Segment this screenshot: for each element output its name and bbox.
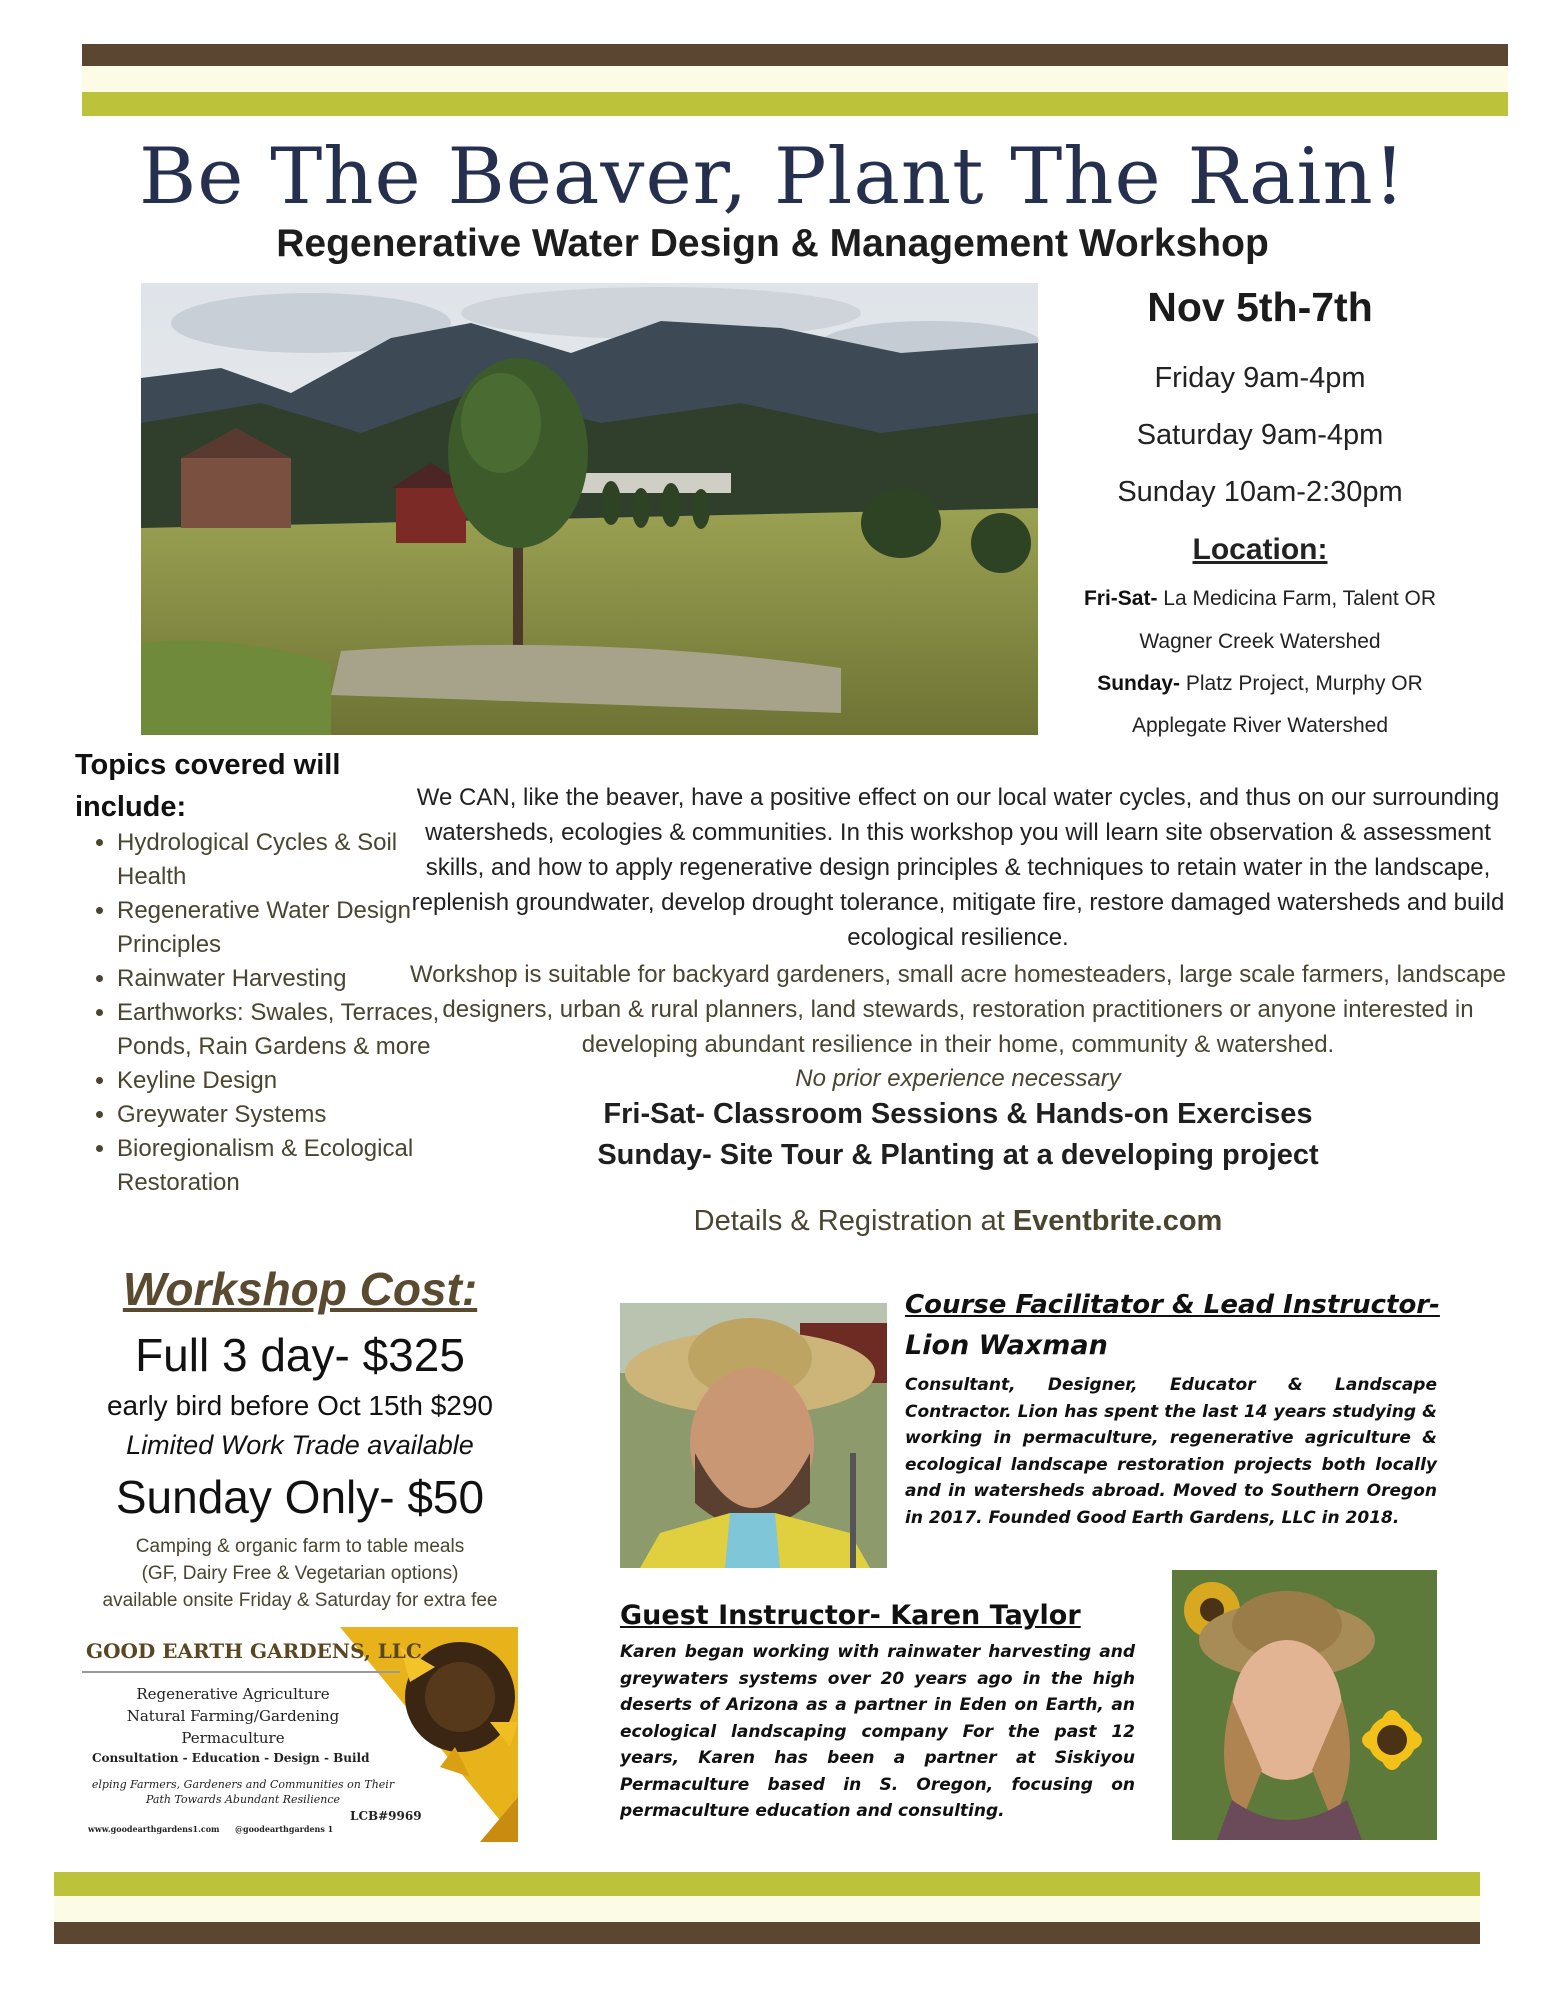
location-sunday (1050, 672, 1470, 696)
guest-instructor-bio: Karen began working with rainwater harvesting and greywaters systems over 20 years ago in the high deserts of Arizona as a partner in Eden on Earth, an ecological landscaping company For the past 12 years, Karen has been a partner at Siskiyou Permaculture based in S. Oregon, focusing on permaculture education and consulting. (620, 1642, 1135, 1821)
location-sunday-watershed: Applegate River Watershed (1131, 714, 1389, 737)
location-fri-sat-watershed: Wagner Creek Watershed (1139, 630, 1381, 653)
registration-line (408, 1205, 1508, 1238)
session-sunday: Sunday- Site Tour & Planting at a developing project (597, 1139, 1319, 1171)
guest-instructor-heading: Guest Instructor- Karen Taylor (620, 1600, 1081, 1631)
top-cream-band (82, 66, 1508, 92)
farm-landscape-photo (141, 283, 1038, 735)
location-sunday-place: Platz Project, Murphy OR (1180, 672, 1423, 695)
session-fri-sat: Fri-Sat- Classroom Sessions & Hands-on Exercises (603, 1098, 1313, 1130)
logo-mission-line: Path Towards Abundant Resilience (146, 1793, 340, 1806)
logo-tag-line: Permaculture (181, 1729, 285, 1747)
topic-item: • Greywater Systems (117, 1098, 447, 1132)
location-sunday-label: Sunday- (1097, 672, 1181, 695)
experience-note: No prior experience necessary (795, 1065, 1121, 1092)
topic-item: • Earthworks: Swales, Terraces, Ponds, Rain Gardens & more (117, 996, 447, 1064)
logo-tagline (118, 1683, 348, 1749)
extras-line: available onsite Friday & Saturday for extra fee (102, 1590, 498, 1611)
lead-instructor-bio: Consultant, Designer, Educator & Landscape Contractor. Lion has spent the last 14 years studying & working in permaculture, regenerative agriculture & ecological landscape restoration projects both locally and in watersheds abroad. Moved to Southern Oregon in 2017. Founded Good Earth Gardens, LLC in 2018. (905, 1375, 1437, 1528)
location-fri-sat (1050, 587, 1470, 611)
bottom-cream-band (54, 1896, 1480, 1922)
topics-list (75, 826, 447, 1200)
location-fri-sat-label: Fri-Sat- (1083, 587, 1158, 610)
topic-item: • Keyline Design (117, 1064, 447, 1098)
audience-paragraph: Workshop is suitable for backyard gardeners, small acre homesteaders, large scale farmers, landscape designers, urban & rural planners, land stewards, restoration practitioners or anyone interested in developing abundant resilience in their home, community & watershed. (409, 961, 1507, 1058)
bottom-lime-band (54, 1872, 1480, 1896)
logo-mission-line: elping Farmers, Gardeners and Communities on Their (91, 1778, 395, 1791)
topic-item: • Regenerative Water Design Principles (117, 894, 447, 962)
full-price: Full 3 day- $325 (135, 1329, 465, 1381)
logo-mission (78, 1777, 408, 1807)
page-subtitle: Regenerative Water Design & Management Workshop (276, 222, 1269, 265)
saturday-hours: Saturday 9am-4pm (1136, 419, 1384, 451)
event-dates: Nov 5th-7th (1147, 284, 1373, 330)
description-paragraph: We CAN, like the beaver, have a positive effect on our local water cycles, and thus on our surrounding watersheds, ecologies & communities. In this workshop you will learn site observation & assessment skills, and how to apply regenerative design principles & techniques to retain water in the landscape, replenish groundwater, develop drought tolerance, mitigate fire, restore damaged watersheds and build ecological resilience. (411, 784, 1505, 951)
extras-line: Camping & organic farm to table meals (135, 1536, 465, 1557)
location-fri-sat-place: La Medicina Farm, Talent OR (1157, 587, 1437, 610)
lion-waxman-photo (620, 1303, 887, 1568)
friday-hours: Friday 9am-4pm (1154, 362, 1366, 394)
topics-heading: Topics covered will include: (75, 749, 341, 823)
location-heading: Location: (1192, 533, 1328, 566)
top-lime-band (82, 92, 1508, 116)
early-bird-price: early bird before Oct 15th $290 (106, 1390, 493, 1421)
work-trade-note: Limited Work Trade available (126, 1430, 474, 1460)
logo-tag-line: Regenerative Agriculture (136, 1685, 330, 1703)
sunday-price: Sunday Only- $50 (115, 1471, 485, 1523)
cost-heading: Workshop Cost: (122, 1263, 478, 1315)
extras-line: (GF, Dairy Free & Vegetarian options) (141, 1563, 459, 1584)
logo-services: Consultation - Education - Design - Build (92, 1751, 370, 1765)
logo-handle: @goodearthgardens 1 (235, 1824, 334, 1834)
sunday-hours: Sunday 10am-2:30pm (1117, 476, 1403, 508)
karen-taylor-photo (1172, 1570, 1437, 1840)
registration-link[interactable]: Eventbrite.com (1012, 1205, 1223, 1237)
page-title: Be The Beaver, Plant The Rain! (138, 132, 1407, 222)
logo-website: www.goodearthgardens1.com (88, 1824, 220, 1834)
registration-prefix: Details & Registration at (693, 1205, 1013, 1237)
topic-item: • Hydrological Cycles & Soil Health (117, 826, 447, 894)
logo-license: LCB#9969 (350, 1809, 422, 1823)
logo-name: GOOD EARTH GARDENS, LLC (86, 1639, 422, 1663)
bottom-brown-band (54, 1922, 1480, 1944)
top-brown-band (82, 44, 1508, 66)
topic-item: • Rainwater Harvesting (117, 962, 447, 996)
lead-instructor-role: Course Facilitator & Lead Instructor- (905, 1290, 1440, 1320)
lead-instructor-name: Lion Waxman (905, 1330, 1108, 1361)
good-earth-gardens-logo (78, 1627, 518, 1842)
topic-item: • Bioregionalism & Ecological Restoration (117, 1132, 447, 1200)
logo-divider (82, 1671, 400, 1673)
extras-note (75, 1533, 525, 1614)
logo-tag-line: Natural Farming/Gardening (126, 1707, 340, 1725)
